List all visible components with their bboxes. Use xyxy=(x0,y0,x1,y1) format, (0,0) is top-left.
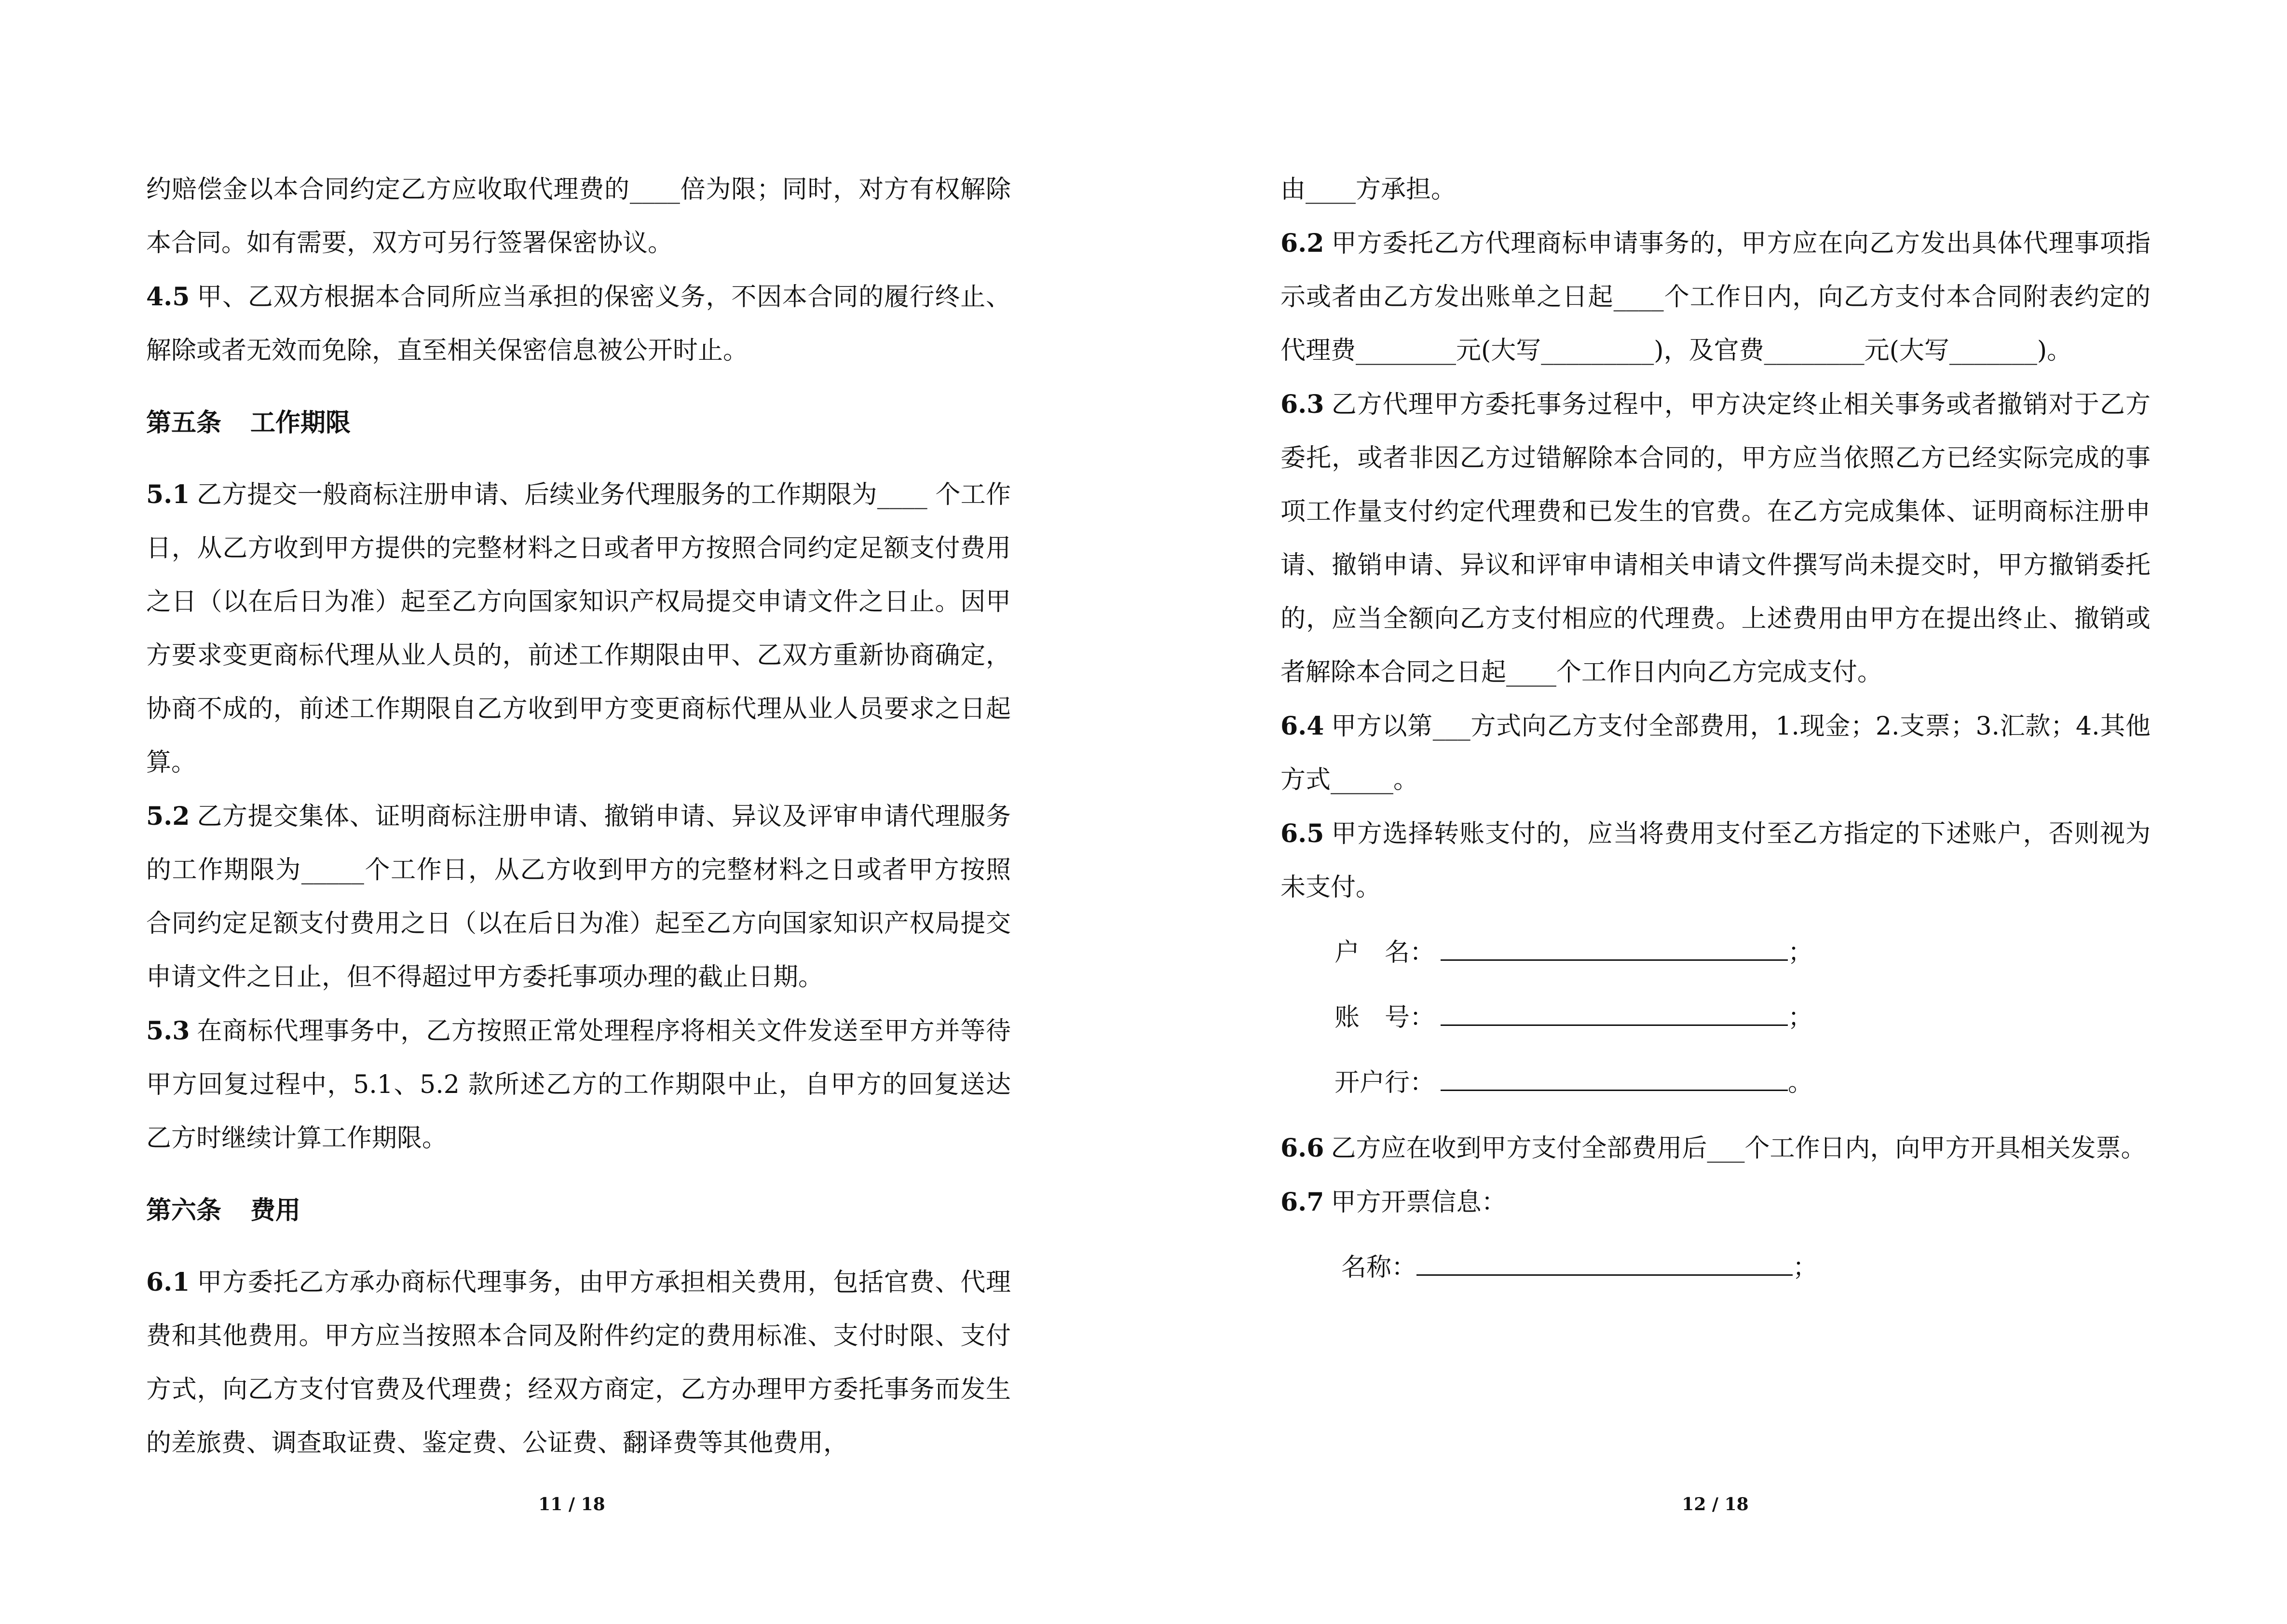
clause-5-3 xyxy=(146,1004,1011,1165)
right-page-content xyxy=(1280,163,2151,1295)
clause-6-2 xyxy=(1280,217,2151,378)
clause-text: 乙方提交一般商标注册申请、后续业务代理服务的工作期限为____ 个工作日，从乙方收到甲方提供的完整材料之日或者甲方按照合同约定足额支付费用之日（以在后日为准）起至乙方向国家知识产权局提交申请文件之日止。因甲方要求变更商标代理从业人员的，前述工作期限由甲、乙双方重新协商确定，协商不成的，前述工作期限自乙方收到甲方变更商标代理从业人员要求之日起算。 xyxy=(146,480,1011,777)
clause-6-6 xyxy=(1280,1121,2151,1175)
clause-continuation: 由____方承担。 xyxy=(1280,175,1457,204)
account-number-label: 账 号： xyxy=(1334,1003,1435,1032)
clause-text: 甲方开票信息： xyxy=(1331,1188,1507,1217)
account-bank-label: 开户行： xyxy=(1334,1068,1435,1097)
account-bank-blank xyxy=(1441,1061,1788,1091)
clause-6-7 xyxy=(1280,1175,2151,1229)
clause-6-3 xyxy=(1280,378,2151,699)
clause-text: 乙方代理甲方委托事务过程中，甲方决定终止相关事务或者撤销对于乙方委托，或者非因乙方过错解除本合同的，甲方应当依照乙方已经实际完成的事项工作量支付约定代理费和已发生的官费。在乙方完成集体、证明商标注册申请、撤销申请、异议和评审申请相关申请文件撰写尚未提交时，甲方撤销委托的，应当全额向乙方支付相应的代理费。上述费用由甲方在提出终止、撤销或者解除本合同之日起____个工作日内向乙方完成支付。 xyxy=(1280,390,2151,687)
clause-6-1 xyxy=(146,1256,1011,1470)
clause-continuation: 约赔偿金以本合同约定乙方应收取代理费的____倍为限；同时，对方有权解除本合同。如有需要，双方可另行签署保密协议。 xyxy=(146,175,1011,258)
clause-text: 甲、乙双方根据本合同所应当承担的保密义务，不因本合同的履行终止、解除或者无效而免除，直至相关保密信息被公开时止。 xyxy=(146,283,1011,365)
clause-number: 5.3 xyxy=(146,1016,190,1046)
clause-4-5 xyxy=(146,270,1011,378)
clause-text: 甲方以第___方式向乙方支付全部费用，1.现金；2.支票；3.汇款；4.其他方式_____。 xyxy=(1280,712,2151,794)
clause-number: 6.3 xyxy=(1280,390,1324,419)
invoice-name-blank xyxy=(1416,1245,1793,1276)
clause-number: 6.7 xyxy=(1280,1187,1324,1217)
clause-number: 6.2 xyxy=(1280,229,1324,258)
page-number: 12 / 18 xyxy=(1682,1494,1749,1515)
clause-number: 5.2 xyxy=(146,802,190,831)
section-heading-6: 第六条 费用 xyxy=(146,1196,301,1225)
clause-5-1 xyxy=(146,468,1011,790)
clause-text: 甲方委托乙方代理商标申请事务的，甲方应在向乙方发出具体代理事项指示或者由乙方发出账单之日起____个工作日内，向乙方支付本合同附表约定的代理费________元(大写_________)，及官费________元(大写_______)。 xyxy=(1280,229,2151,365)
invoice-name-label: 名称： xyxy=(1341,1253,1417,1282)
clause-number: 6.6 xyxy=(1280,1133,1324,1163)
clause-number: 4.5 xyxy=(146,282,190,312)
clause-6-4 xyxy=(1280,699,2151,807)
right-page xyxy=(1144,0,2287,1624)
section-heading-5: 第五条 工作期限 xyxy=(146,408,351,437)
clause-text: 乙方提交集体、证明商标注册申请、撤销申请、异议及评审申请代理服务的工作期限为_____个工作日，从乙方收到甲方的完整材料之日或者甲方按照合同约定足额支付费用之日（以在后日为准）起至乙方向国家知识产权局提交申请文件之日止，但不得超过甲方委托事项办理的截止日期。 xyxy=(146,802,1011,992)
account-number-line: 账 号： ； xyxy=(1334,991,2151,1045)
account-bank-line: 开户行： 。 xyxy=(1334,1056,2151,1110)
left-page-content xyxy=(146,163,1011,1470)
clause-text: 乙方应在收到甲方支付全部费用后___个工作日内，向甲方开具相关发票。 xyxy=(1331,1134,2146,1163)
clause-text: 甲方委托乙方承办商标代理事务，由甲方承担相关费用，包括官费、代理费和其他费用。甲方应当按照本合同及附件约定的费用标准、支付时限、支付方式，向乙方支付官费及代理费；经双方商定，乙方办理甲方委托事务而发生的差旅费、调查取证费、鉴定费、公证费、翻译费等其他费用， xyxy=(146,1268,1011,1458)
invoice-name-line: 名称： ； xyxy=(1341,1241,2151,1295)
clause-text: 甲方选择转账支付的，应当将费用支付至乙方指定的下述账户，否则视为未支付。 xyxy=(1280,819,2151,902)
clause-text: 在商标代理事务中，乙方按照正常处理程序将相关文件发送至甲方并等待甲方回复过程中，5.1、5.2 款所述乙方的工作期限中止，自甲方的回复送达乙方时继续计算工作期限。 xyxy=(146,1017,1011,1153)
page-number: 11 / 18 xyxy=(538,1494,605,1515)
account-number-blank xyxy=(1441,996,1788,1026)
clause-number: 6.4 xyxy=(1280,711,1324,741)
clause-number: 6.1 xyxy=(146,1268,190,1297)
clause-5-2 xyxy=(146,790,1011,1004)
clause-6-5 xyxy=(1280,807,2151,914)
account-name-label: 户 名： xyxy=(1334,938,1435,967)
account-name-line: 户 名： ； xyxy=(1334,926,2151,980)
clause-number: 6.5 xyxy=(1280,819,1324,848)
clause-number: 5.1 xyxy=(146,480,190,509)
account-name-blank xyxy=(1441,930,1788,961)
